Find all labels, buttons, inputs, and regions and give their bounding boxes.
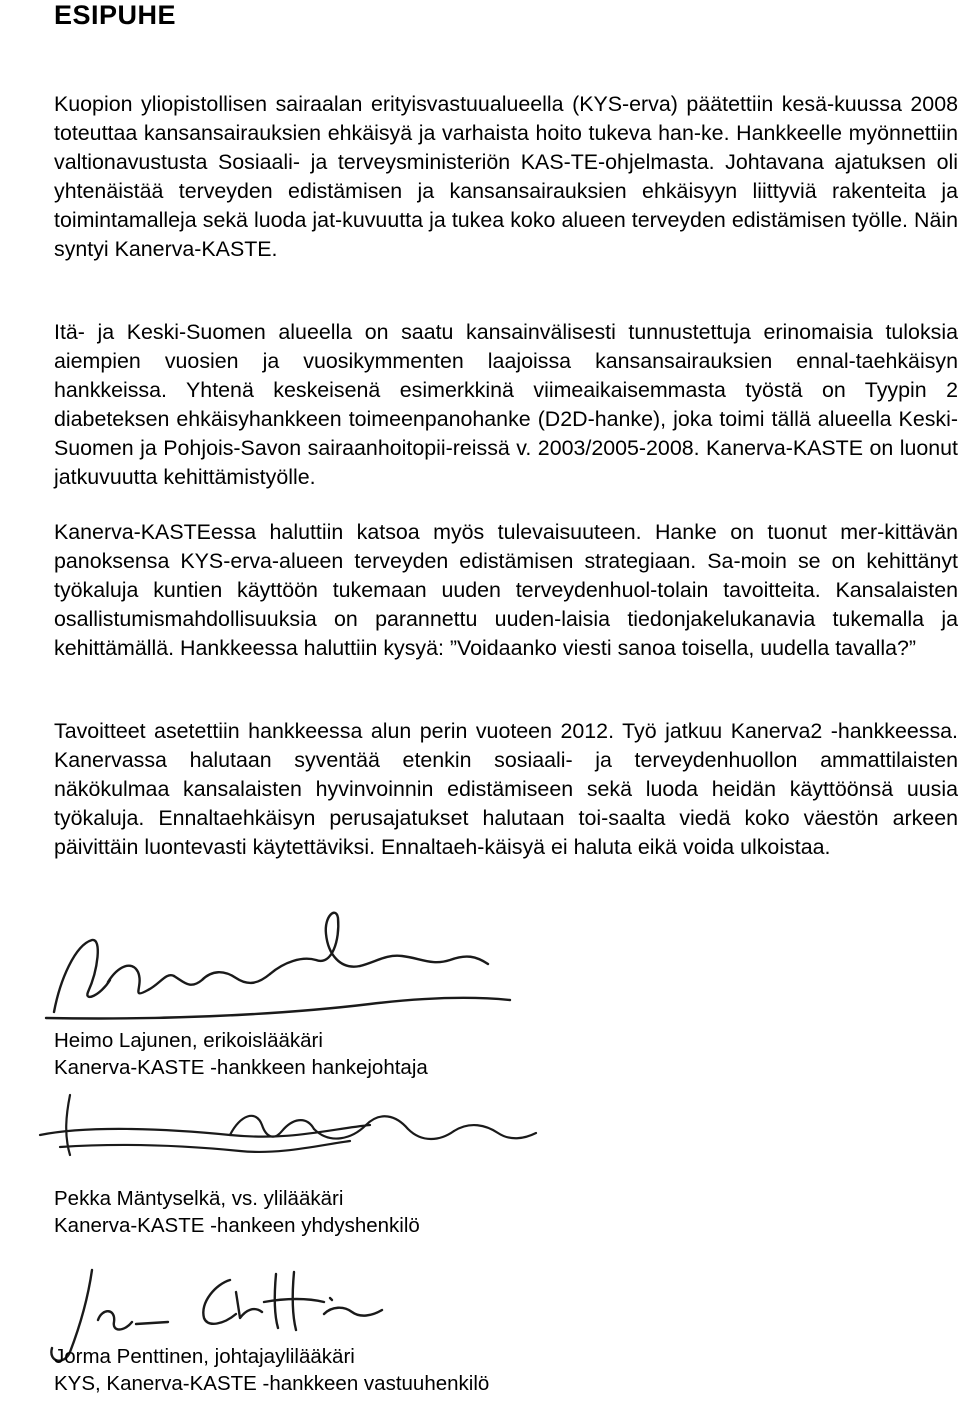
paragraph-intro: Kuopion yliopistollisen sairaalan erityisvastuualueella (KYS-erva) päätettiin kesä-kuussa 2008 toteuttaa kansansairauksien ehkäisyä ja varhaista hoito tukeva han-ke. Hankkeelle myönnettiin valtionavustusta Sosiaali- ja terveysministeriön KAS-TE-ohjelmasta. Johtavana ajatuksen oli yhtenäistää terveyden edistämisen ja kansansairauksien ehkäisyyn liittyviä rakenteita ja toimintamalleja sekä luoda jat-kuvuutta ja tukea koko alueen terveyden edistämisen työlle. Näin syntyi Kanerva-KASTE. [54,92,958,261]
signer-block-1 [54,1027,428,1081]
signer-block-3 [54,1343,489,1397]
signer-role: KYS, Kanerva-KASTE -hankkeen vastuuhenkilö [54,1372,490,1395]
page-title: ESIPUHE [54,0,177,30]
paragraph-background: Itä- ja Keski-Suomen alueella on saatu kansainvälisesti tunnustettuja erinomaisia tuloksia aiempien vuosien ja vuosikymmenten laajoissa kansansairauksien ennal-taehkäisyn hankkeissa. Yhtenä keskeisenä esimerkkinä viimeaikaisemmasta työstä on Tyypin 2 diabeteksen ehkäisyhankkeen toimeenpanohanke (D2D-hanke), joka toimi tällä alueella Keski-Suomen ja Pohjois-Savon sairaanhoitopii-reissä v. 2003/2005-2008. Kanerva-KASTE on luonut jatkuvuutta kehittämistyölle. [54,320,958,489]
paragraph-future: Kanerva-KASTEessa haluttiin katsoa myös tulevaisuuteen. Hanke on tuonut mer-kittävän panoksensa KYS-erva-alueen terveyden edistämisen strategiaan. Sa-moin se on kehittänyt työkaluja kuntien käyttöön tukemaan uuden terveydenhuol-tolain tavoitteita. Kansalaisten osallistumismahdollisuuksia on parannettu uuden-laisia tiedonjakelukanavia tukemalla ja kehittämällä. Hankkeessa haluttiin kysyä: ”Voidaanko viesti sanoa toisella, uudella tavalla?” [54,520,958,660]
signature-heimo-lajunen [40,900,540,1030]
signer-role: Kanerva-KASTE -hankkeen hankejohtaja [54,1056,428,1079]
signer-name: Jorma Penttinen, johtajaylilääkäri [54,1345,355,1368]
signer-name: Heimo Lajunen, erikoislääkäri [54,1029,323,1052]
signature-pekka-mantyselka [30,1085,550,1185]
signer-name: Pekka Mäntyselkä, vs. ylilääkäri [54,1187,344,1210]
signer-block-2 [54,1185,420,1239]
signer-role: Kanerva-KASTE -hankeen yhdyshenkilö [54,1214,420,1237]
paragraph-goals: Tavoitteet asetettiin hankkeessa alun perin vuoteen 2012. Työ jatkuu Kanerva2 -hankkeessa. Kanervassa halutaan syventää etenkin sosiaali- ja terveydenhuollon ammattilaisten näkökulmaa kansalaisten hyvinvoinnin edistämiseen sekä luoda heidän käyttöönsä uusia työkaluja. Ennaltaehkäisyn perusajatukset halutaan toi-saalta viedä koko väestön arkeen päivittäin luontevasti käytettäviksi. Ennaltaeh-käisyä ei haluta eikä voida ulkoistaa. [54,719,958,859]
